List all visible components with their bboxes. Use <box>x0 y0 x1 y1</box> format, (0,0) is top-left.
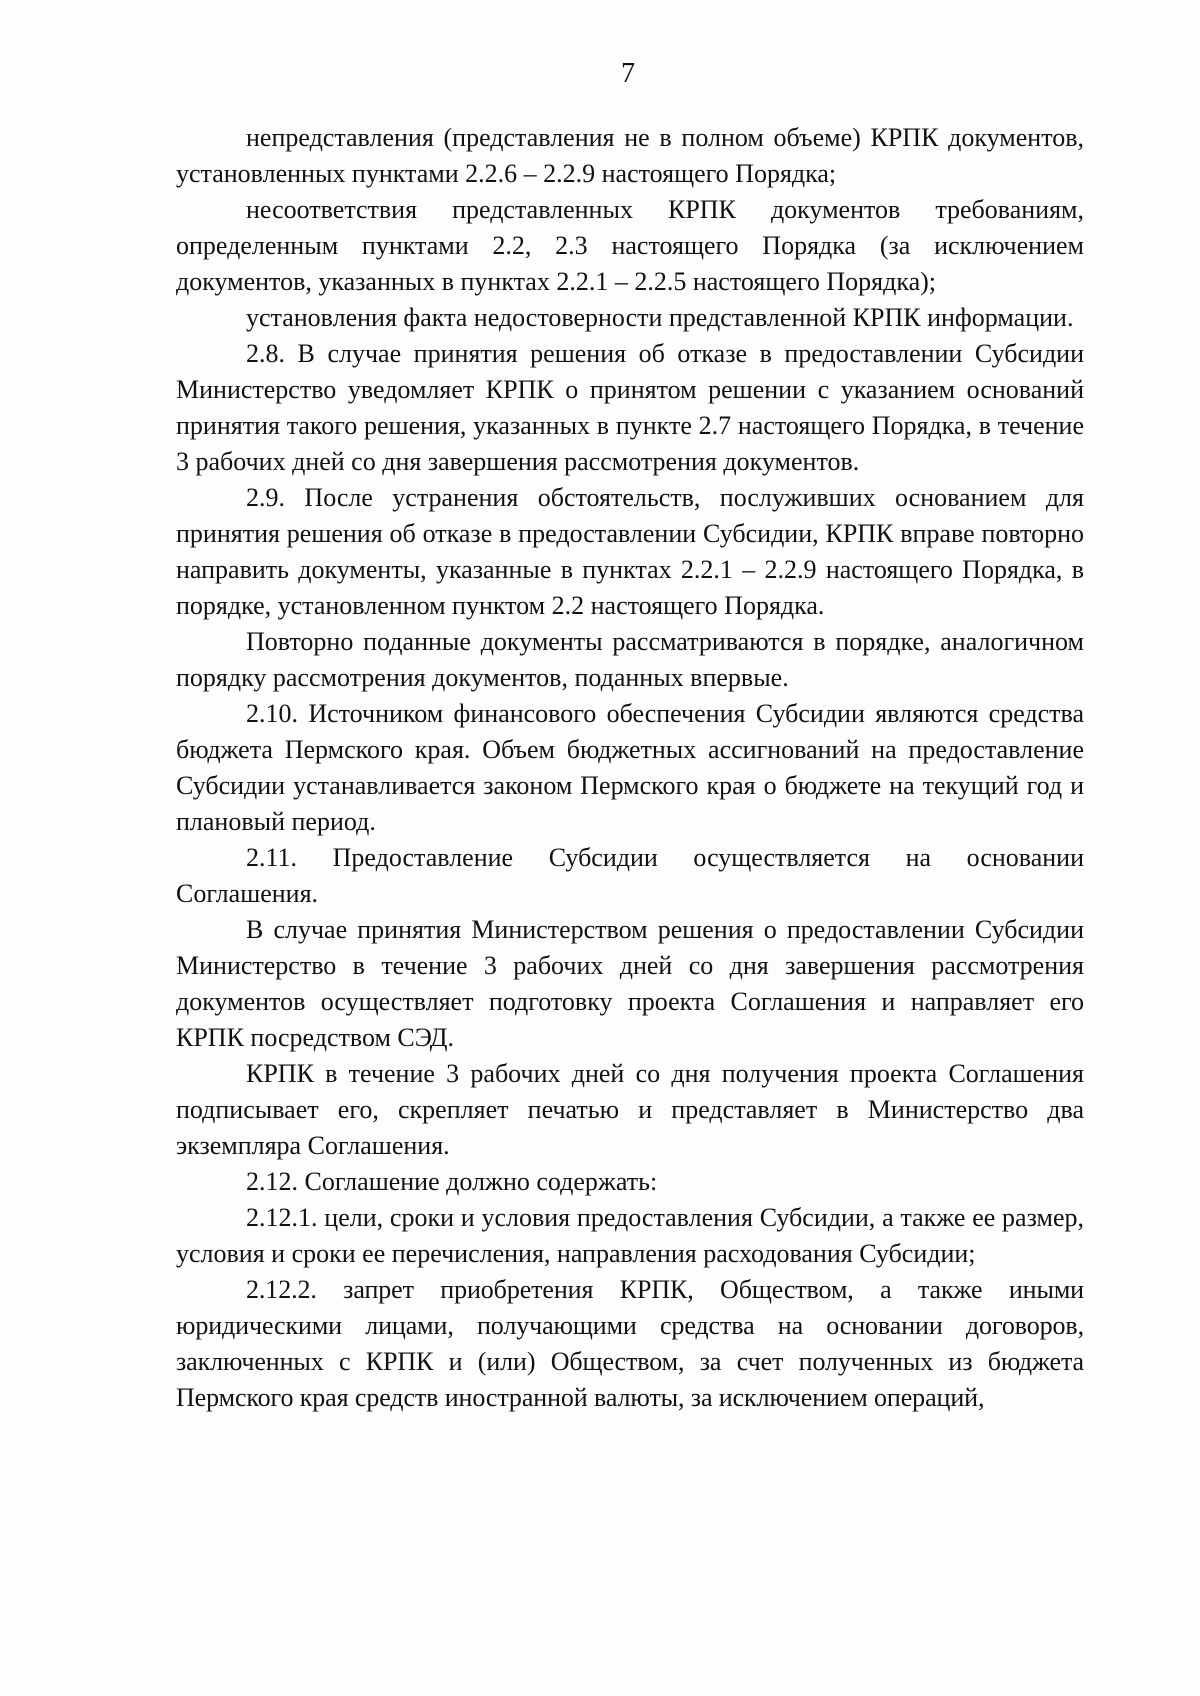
paragraph: непредставления (представления не в полном объеме) КРПК документов, установленных пунктами 2.2.6 – 2.2.9 настоящего Порядка; <box>176 123 1084 188</box>
paragraph: 2.12.1. цели, сроки и условия предоставления Субсидии, а также ее размер, условия и сроки ее перечисления, направления расходования Субсидии; <box>176 1203 1084 1268</box>
paragraph: 2.9. После устранения обстоятельств, послуживших основанием для принятия решения об отказе в предоставлении Субсидии, КРПК вправе повторно направить документы, указанные в пунктах 2.2.1 – 2.2.9 настоящего Порядка, в порядке, установленном пунктом 2.2 настоящего Порядка. <box>176 483 1084 620</box>
paragraph: В случае принятия Министерством решения о предоставлении Субсидии Министерство в течение 3 рабочих дней со дня завершения рассмотрения документов осуществляет подготовку проекта Соглашения и направляет его КРПК посредством СЭД. <box>176 915 1084 1052</box>
paragraph: 2.8. В случае принятия решения об отказе в предоставлении Субсидии Министерство уведомляет КРПК о принятом решении с указанием оснований принятия такого решения, указанных в пункте 2.7 настоящего Порядка, в течение 3 рабочих дней со дня завершения рассмотрения документов. <box>176 339 1084 476</box>
paragraph: 2.11. Предоставление Субсидии осуществляется на основании Соглашения. <box>176 843 1084 908</box>
paragraph: Повторно поданные документы рассматриваются в порядке, аналогичном порядку рассмотрения документов, поданных впервые. <box>176 627 1084 692</box>
paragraph: 2.12. Соглашение должно содержать: <box>246 1167 658 1196</box>
paragraph: 2.10. Источником финансового обеспечения Субсидии являются средства бюджета Пермского края. Объем бюджетных ассигнований на предоставление Субсидии устанавливается законом Пермского края о бюджете на текущий год и плановый период. <box>176 699 1084 836</box>
paragraph: несоответствия представленных КРПК документов требованиям, определенным пунктами 2.2, 2.3 настоящего Порядка (за исключением документов, указанных в пунктах 2.2.1 – 2.2.5 настоящего Порядка); <box>176 195 1084 296</box>
document-body <box>176 120 1084 1416</box>
paragraph: КРПК в течение 3 рабочих дней со дня получения проекта Соглашения подписывает его, скрепляет печатью и представляет в Министерство два экземпляра Соглашения. <box>176 1059 1084 1160</box>
paragraph: 2.12.2. запрет приобретения КРПК, Обществом, а также иными юридическими лицами, получающими средства на основании договоров, заключенных с КРПК и (или) Обществом, за счет полученных из бюджета Пермского края средств иностранной валюты, за исключением операций, <box>176 1275 1084 1412</box>
page-number: 7 <box>621 58 635 89</box>
paragraph: установления факта недостоверности представленной КРПК информации. <box>246 303 1074 332</box>
